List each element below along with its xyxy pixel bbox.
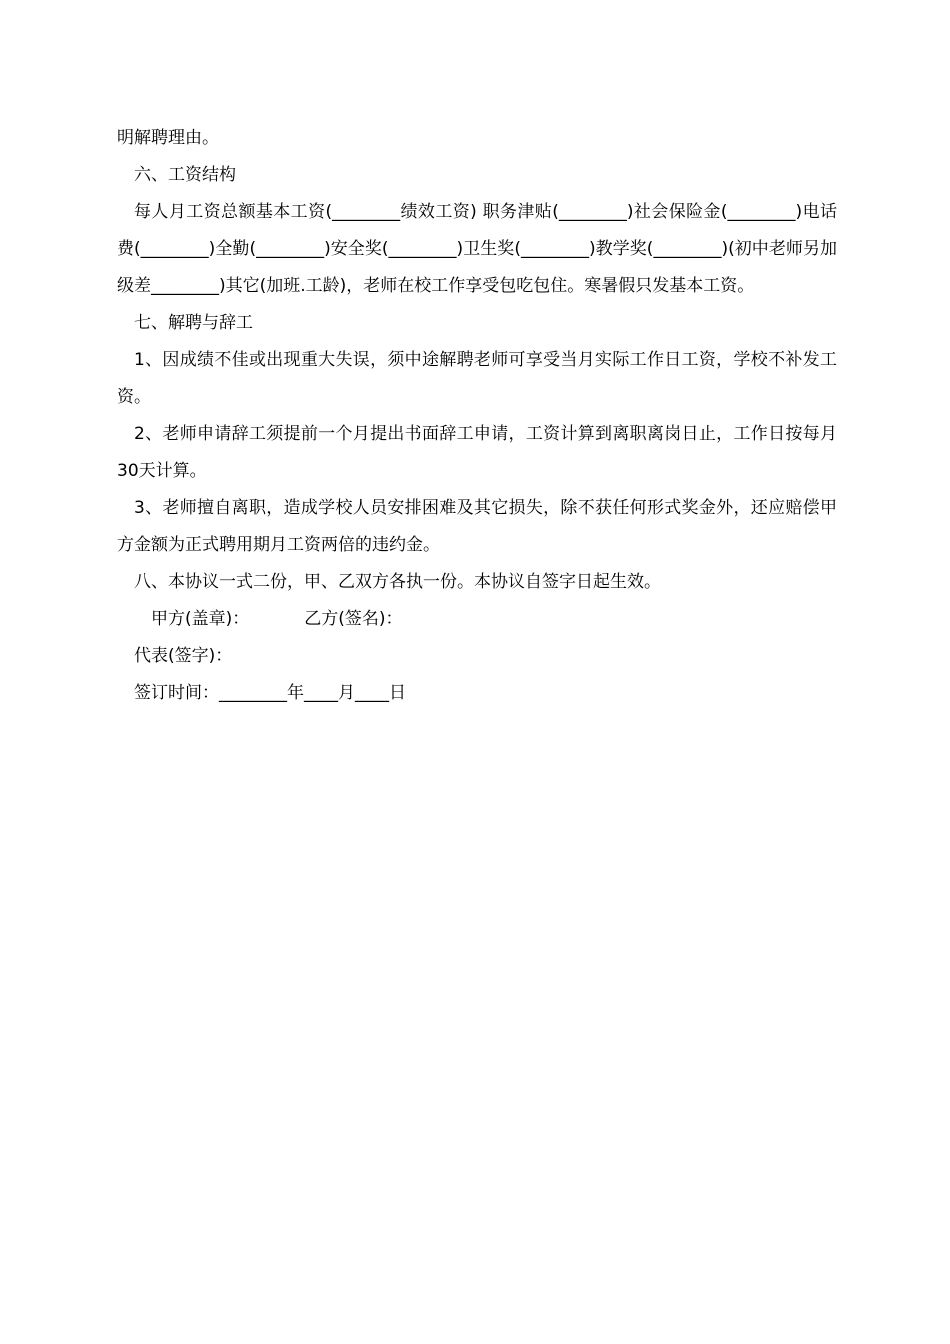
representative-label: 代表(签字)：: [134, 646, 233, 666]
paragraph-clause-2: 2、老师申请辞工须提前一个月提出书面辞工申请，工资计算到离职离岗日止，工作日按每月30天计算。: [117, 424, 837, 481]
heading-dismissal-resignation: 七、解聘与辞工: [134, 313, 253, 333]
paragraph-dismissal-reason: 明解聘理由。: [117, 128, 219, 148]
paragraph-agreement-copies: 八、本协议一式二份，甲、乙双方各执一份。本协议自签字日起生效。: [134, 572, 661, 592]
document-body: [117, 120, 837, 712]
signature-row-parties: [117, 601, 837, 638]
sign-date-line: 签订时间：________年____月____日: [134, 683, 406, 703]
paragraph-clause-1: 1、因成绩不佳或出现重大失误，须中途解聘老师可享受当月实际工作日工资，学校不补发工资。: [117, 350, 837, 407]
paragraph-salary-details: 每人月工资总额基本工资(________绩效工资) 职务津贴(________)社会保险金(________)电话费(________)全勤(________)安全奖(________)卫生奖(________)教学奖(________)(初中老师另加级差________)其它(加班.工龄)，老师在校工作享受包吃包住。寒暑假只发基本工资。: [117, 202, 837, 296]
party-a-label: 甲方(盖章)：: [151, 609, 250, 629]
party-b-label: 乙方(签名)：: [304, 609, 403, 629]
paragraph-clause-3: 3、老师擅自离职，造成学校人员安排困难及其它损失，除不获任何形式奖金外，还应赔偿甲方金额为正式聘用期月工资两倍的违约金。: [117, 498, 837, 555]
heading-salary-structure: 六、工资结构: [134, 165, 236, 185]
